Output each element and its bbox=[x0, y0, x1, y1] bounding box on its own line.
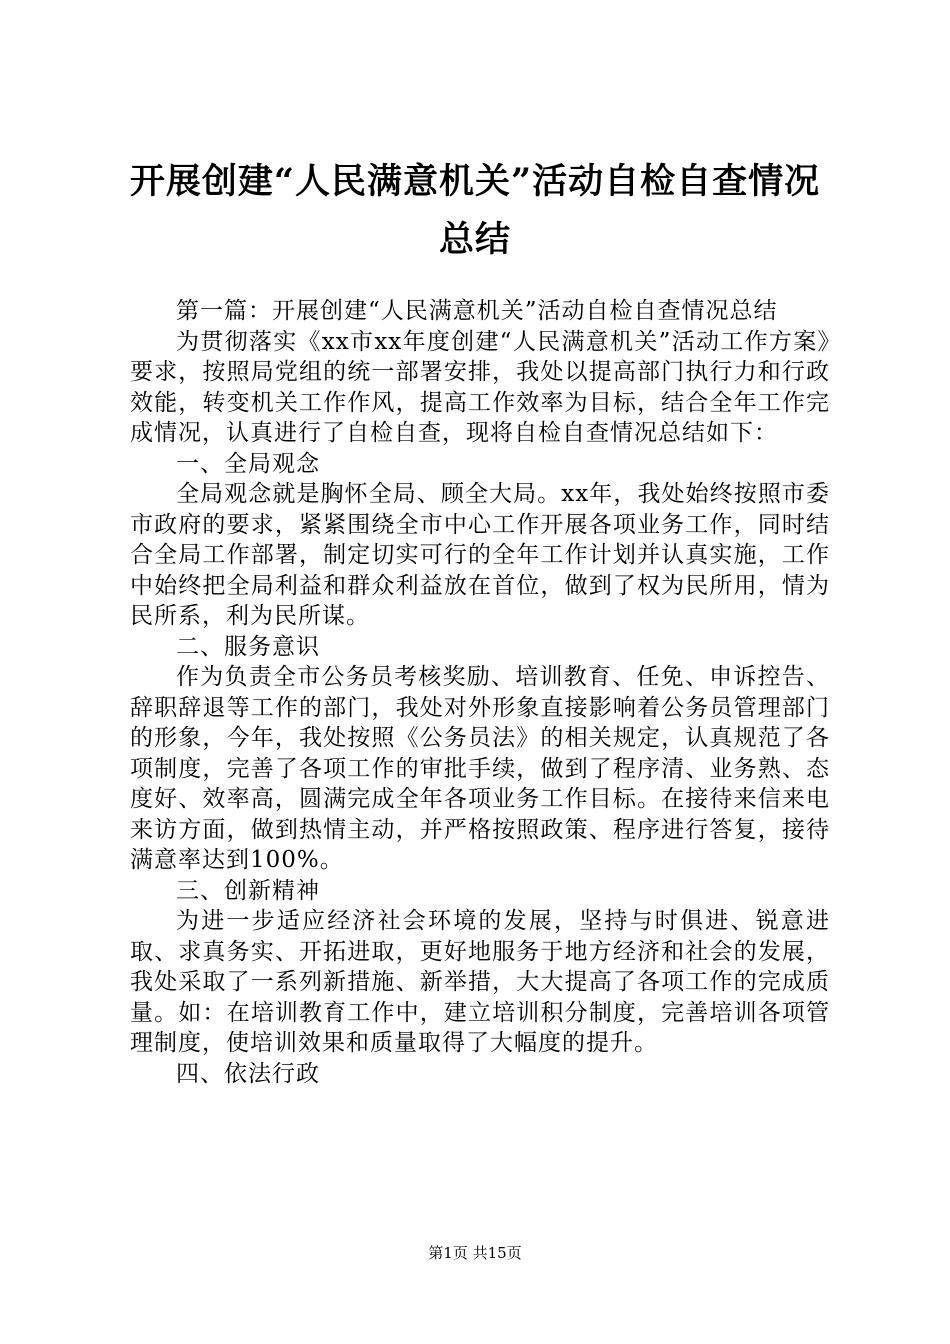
page-footer: 第1页 共15页 bbox=[428, 1244, 522, 1262]
document-title-line-2: 总结 bbox=[438, 219, 511, 260]
section-heading-3: 三、创新精神 bbox=[176, 877, 320, 904]
document-body bbox=[130, 296, 830, 1089]
paragraph-subtitle: 第一篇：开展创建“人民满意机关”活动自检自查情况总结 bbox=[176, 298, 778, 324]
paragraph-intro: 为贯彻落实《xx市xx年度创建“人民满意机关”活动工作方案》要求，按照局党组的统一部署安排，我处以提高部门执行力和行政效能，转变机关工作作风，提高工作效率为目标，结合全年工作完成情况，认真进行了自检自查，现将自检自查情况总结如下： bbox=[130, 328, 830, 446]
paragraph-section-2: 作为负责全市公务员考核奖励、培训教育、任免、申诉控告、辞职辞退等工作的部门，我处对外形象直接影响着公务员管理部门的形象，今年，我处按照《公务员法》的相关规定，认真规范了各项制度，完善了各项工作的审批手续，做到了程序清、业务熟、态度好、效率高，圆满完成全年各项业务工作目标。在接待来信来电来访方面，做到热情主动，并严格按照政策、程序进行答复，接待满意率达到100%。 bbox=[130, 664, 830, 873]
document-title-line-1: 开展创建“人民满意机关”活动自检自查情况 bbox=[129, 161, 821, 202]
paragraph-section-3: 为进一步适应经济社会环境的发展，坚持与时俱进、锐意进取、求真务实、开拓进取，更好地服务于地方经济和社会的发展，我处采取了一系列新措施、新举措，大大提高了各项工作的完成质量。如：在培训教育工作中，建立培训积分制度，完善培训各项管理制度，使培训效果和质量取得了大幅度的提升。 bbox=[130, 908, 830, 1056]
section-heading-1: 一、全局观念 bbox=[176, 450, 320, 477]
section-heading-4: 四、依法行政 bbox=[176, 1060, 320, 1087]
paragraph-section-1: 全局观念就是胸怀全局、顾全大局。xx年，我处始终按照市委市政府的要求，紧紧围绕全市中心工作开展各项业务工作，同时结合全局工作部署，制定切实可行的全年工作计划并认真实施，工作中始终把全局利益和群众利益放在首位，做到了权为民所用，情为民所系，利为民所谋。 bbox=[130, 481, 830, 629]
section-heading-2: 二、服务意识 bbox=[176, 633, 320, 660]
